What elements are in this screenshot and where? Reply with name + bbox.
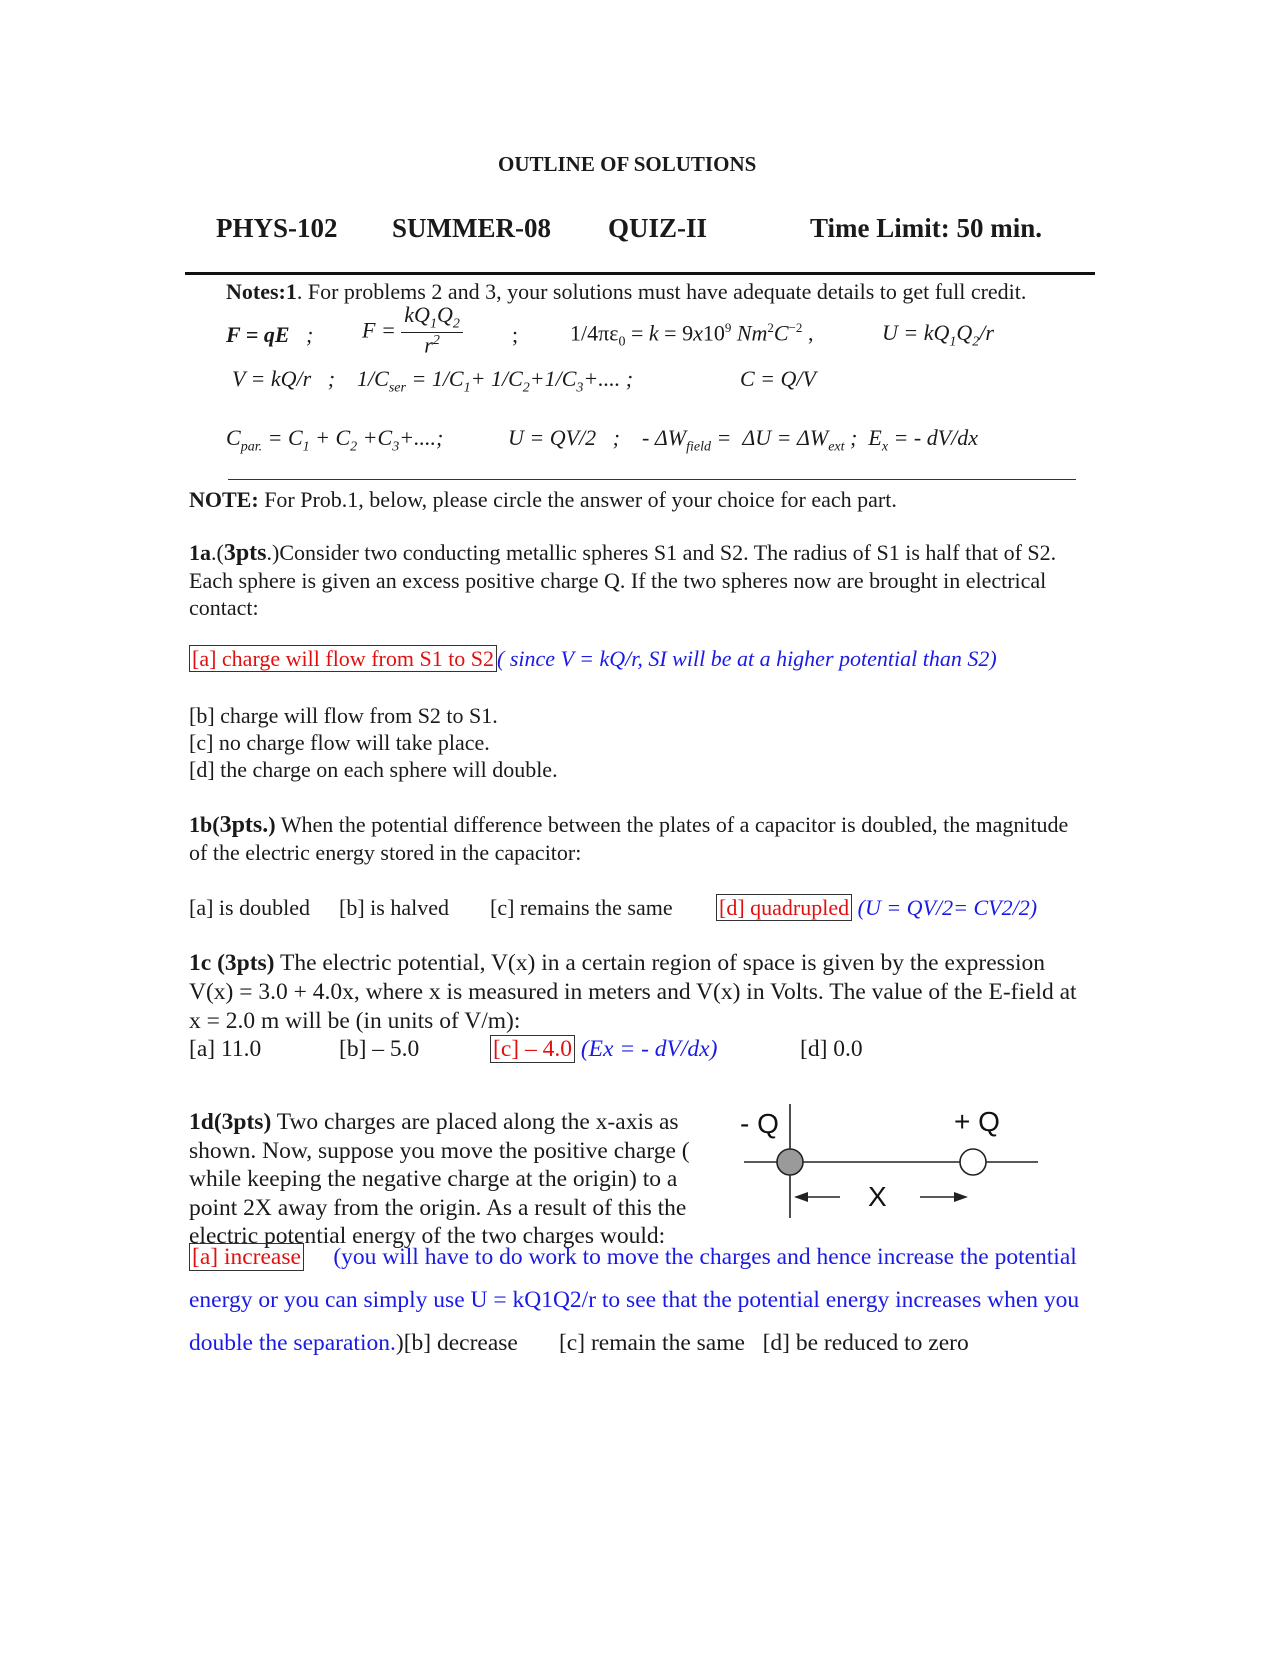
q1c-points: (3pts) xyxy=(217,950,275,976)
q1d-explanation: (you will have to do work to move the charges and hence increase the potential energy or you can simply use U = kQ1Q2/r to see that the potential energy increases when you double the separation. xyxy=(189,1244,1080,1356)
q1b-label: 1b xyxy=(189,812,213,837)
time-limit: Time Limit: 50 min. xyxy=(810,213,1042,243)
term: SUMMER-08 xyxy=(392,213,551,243)
q1b-option-b: [b] is halved xyxy=(339,895,449,920)
distance-label: X xyxy=(868,1181,887,1212)
q1b-points: 3pts. xyxy=(219,812,269,838)
eq-row-3b: U = QV/2 ; - $\Delta W_{field} = \Delta U = \Delta W_{ext}$ ; $E_x$ = - dV/dx xyxy=(508,425,979,455)
eq-parallel: $C_{par.} = C_1 + C_2 +C_3+$....; xyxy=(226,425,444,455)
q1a-option-b: [b] charge will flow from S2 to S1. xyxy=(189,703,498,728)
eq-coulomb-fraction: $\frac{kQ_1Q_2}{r^2}$ xyxy=(401,304,463,357)
notes-rule xyxy=(228,479,1076,480)
q1d-answer-block: [a] increase (you will have to do work to move the charges and hence increase the potential energy or you can simply use U = kQ1Q2/r to see that the potential energy increases when you double the separation.)[b] decrease [c] remain the same [d] be reduced to zero xyxy=(189,1244,1080,1356)
q1a-answer: [a] charge will flow from S1 to S2 xyxy=(189,645,497,672)
eq-capacitance: C = Q/V xyxy=(740,366,816,391)
neg-charge-label: - Q xyxy=(740,1108,779,1139)
notes-number: 1 xyxy=(285,279,297,304)
q1b-stem-text: When the potential difference between the plates of a capacitor is doubled, the magnitude of the electric energy stored in the capacitor: xyxy=(189,812,1069,865)
eq-row-3 xyxy=(226,425,443,455)
note-line xyxy=(189,487,897,513)
eq-work: - $\Delta W_{field} = \Delta U = \Delta W_{ext}$ ; xyxy=(642,425,858,455)
q1b-answer-line xyxy=(716,895,1037,921)
negative-charge xyxy=(777,1149,803,1175)
eq-cap-energy: U = QV/2 xyxy=(508,425,597,450)
q1c-answer-line xyxy=(490,1036,717,1063)
notes-text: . For problems 2 and 3, your solutions must have adequate details to get full credit. xyxy=(296,279,1027,304)
left-arrowhead xyxy=(794,1192,808,1202)
q1d-option-b: [b] decrease xyxy=(403,1330,518,1356)
q1b-option-a: [a] is doubled xyxy=(189,895,310,920)
eq-force: F = qE ; xyxy=(226,322,314,347)
eq-force-text: F = qE xyxy=(226,322,290,347)
q1a-answer-line xyxy=(189,646,997,672)
notes-line: Notes:1. For problems 2 and 3, your solutions must have adequate details to get full credit. xyxy=(226,279,1027,304)
q1c-label: 1c xyxy=(189,950,212,976)
right-arrowhead xyxy=(954,1192,968,1202)
eq-coulomb-lhs: F = xyxy=(362,317,396,343)
q1a-points: 3pts xyxy=(223,540,267,566)
q1d-option-d: [d] be reduced to zero xyxy=(762,1330,969,1356)
note-text: For Prob.1, below, please circle the answer of your choice for each part. xyxy=(264,487,897,512)
positive-charge xyxy=(960,1149,986,1175)
q1c-stem-text: The electric potential, V(x) in a certain region of space is given by the expression V(x) = 3.0 + 4.0x, where x is measured in meters and V(x) in Volts. The value of the E-field at x = 2.0 m will be (in units of V/m): xyxy=(189,950,1077,1034)
eq-series: $1/C_{ser} = 1/C_1+ 1/C_2+1/C_3+$.... ; xyxy=(357,366,634,396)
header-rule xyxy=(185,272,1095,275)
eq-potential: V = kQ/r xyxy=(232,366,312,391)
eq-sep-1: ; xyxy=(512,322,519,347)
q1d-label: 1d xyxy=(189,1109,214,1135)
outline-title: OUTLINE OF SOLUTIONS xyxy=(498,152,757,176)
q1d-option-c: [c] remain the same xyxy=(558,1330,745,1356)
eq-coulomb xyxy=(362,304,463,357)
q1b-option-c: [c] remains the same xyxy=(490,895,673,920)
pos-charge-label: + Q xyxy=(954,1106,1000,1137)
q1a-explanation: ( since V = kQ/r, SI will be at a higher potential than S2) xyxy=(497,646,997,671)
q1c-explanation: (Ex = - dV/dx) xyxy=(580,1036,718,1062)
eq-energy: $U = kQ_1Q_2/r$ xyxy=(882,320,994,350)
q1c-option-b: [b] – 5.0 xyxy=(339,1036,420,1062)
q1c-option-d: [d] 0.0 xyxy=(800,1036,863,1062)
quiz-name: QUIZ-II xyxy=(608,213,708,243)
notes-label: Notes xyxy=(226,279,279,304)
q1d-stem-text: Two charges are placed along the x-axis as shown. Now, suppose you move the positive charge ( while keeping the negative charge at the origin) to a point 2X away from the origin. As a result of this the electric potential energy of the two charges would: xyxy=(189,1109,690,1249)
q1c-option-a: [a] 11.0 xyxy=(189,1036,262,1062)
q1a-option-d: [d] the charge on each sphere will double. xyxy=(189,757,558,782)
q1d-stem xyxy=(189,1108,711,1251)
q1a-stem: 1a.(3pts.)Consider two conducting metallic spheres S1 and S2. The radius of S1 is half that of S2. Each sphere is given an excess positive charge Q. If the two spheres now are brought in electrical contact: xyxy=(189,540,1057,620)
q1d-points: (3pts) xyxy=(213,1109,272,1135)
course-code: PHYS-102 xyxy=(216,213,338,243)
q1c-stem xyxy=(189,949,1089,1036)
eq-field: $E_x$ = - dV/dx xyxy=(868,425,979,455)
q1b-answer: [d] quadrupled xyxy=(716,894,852,921)
note-label: NOTE: xyxy=(189,487,259,512)
q1b-stem: 1b(3pts.) When the potential difference between the plates of a capacitor is doubled, the magnitude of the electric energy stored in the capacitor: xyxy=(189,812,1069,865)
eq-row-2: V = kQ/r ; $1/C_{ser} = 1/C_1+ 1/C_2+1/C_3+$.... ; xyxy=(232,366,634,396)
q1a-option-c: [c] no charge flow will take place. xyxy=(189,730,490,755)
charges-diagram xyxy=(740,1100,1040,1220)
q1c-answer: [c] – 4.0 xyxy=(490,1035,575,1063)
q1a-label: 1a xyxy=(189,540,211,565)
q1d-answer: [a] increase xyxy=(189,1243,304,1271)
eq-k: $1/4\pi\varepsilon_0 = k = 9x10^9$ $Nm^2C^{-2}$ , xyxy=(570,320,814,350)
q1b-explanation: (U = QV/2= CV2/2) xyxy=(857,895,1038,920)
q1a-stem-text: Consider two conducting metallic spheres S1 and S2. The radius of S1 is half that of S2. Each sphere is given an excess positive charge Q. If the two spheres now are brought in electrical contact: xyxy=(189,540,1057,620)
